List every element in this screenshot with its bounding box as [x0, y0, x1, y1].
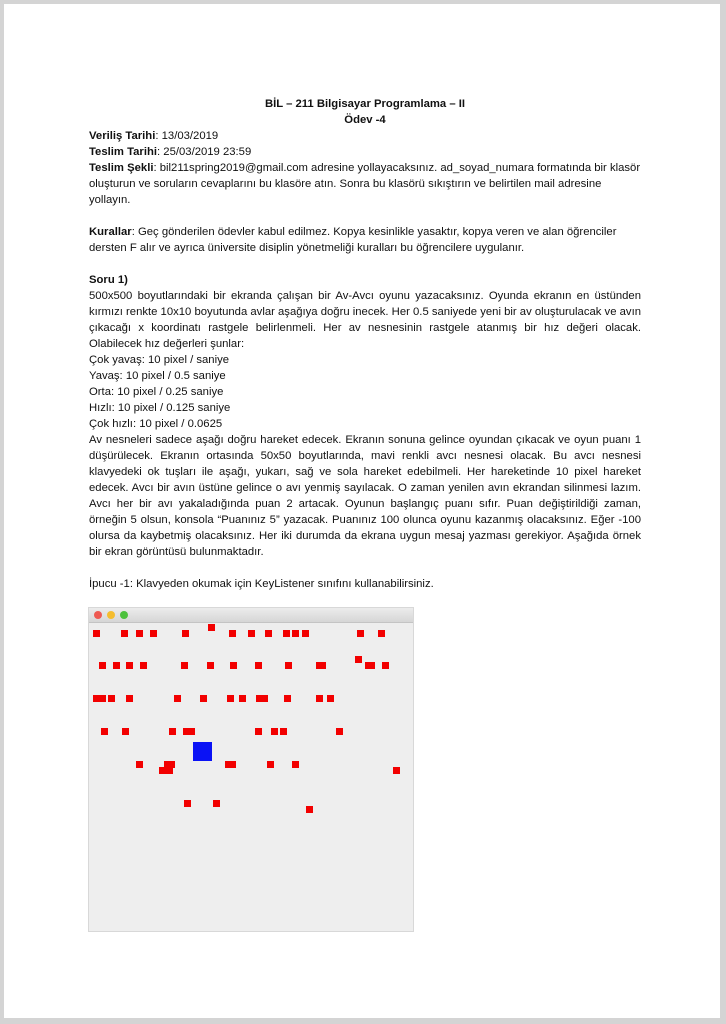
prey-square: [166, 767, 173, 774]
issue-date-line: [89, 128, 641, 144]
prey-square: [285, 662, 292, 669]
question-heading: Soru 1): [89, 274, 128, 286]
rules-value: : Geç gönderilen ödevler kabul edilmez. Kopya kesinlikle yasaktır, kopya veren ve alan öğrenciler dersten F alır ve ayrıca üniversite disiplin yönetmeliği kuralları bu öğrencilere uygulanır.: [89, 226, 617, 254]
document-body: [89, 96, 641, 592]
prey-square: [248, 630, 255, 637]
minimize-window-icon: [107, 611, 115, 619]
submission-line: [89, 160, 641, 208]
prey-square: [302, 630, 309, 637]
prey-square: [365, 662, 372, 669]
hint-line: İpucu -1: Klavyeden okumak için KeyListener sınıfını kullanabilirsiniz.: [89, 578, 434, 590]
issue-date-label: Veriliş Tarihi: [89, 130, 156, 142]
prey-square: [126, 662, 133, 669]
question-paragraph-1: 500x500 boyutlarındaki bir ekranda çalışan bir Av-Avcı oyunu yazacaksınız. Oyunda ekranın en üstünden kırmızı renkte 10x10 boyutunda avlar aşağıya doğru inecek. Her 0.5 saniyede yeni bir av oluşturulacak ve avın çıkacağı x koordinatı rastgele belirlenmeli. Her av nesnesinin rastgele atanmış bir hız değeri olacak. Olabilecek hız değerleri şunlar:: [89, 290, 641, 350]
prey-square: [229, 761, 236, 768]
prey-square: [140, 662, 147, 669]
question-paragraph-2: Av nesneleri sadece aşağı doğru hareket edecek. Ekranın sonuna gelince oyundan çıkacak ve oyun puanı 1 düşürülecek. Ekranın ortasında 50x50 boyutlarında, mavi renkli avcı nesnesi olacak. Bu avcı nesnesi klavyedeki ok tuşları ile aşağı, yukarı, sağ ve sola hareket edebilmeli. Her hareketinde 10 pixel hareket edecek. Avcı bir avın üstüne gelince o avı yenmiş sayılacak. O zaman yenilen avın ekrandan silinmesi lazım. Avcı her bir avı yakaladığında puan 2 artacak. Oyunun başlangıç puanı sıfır. Puan değiştirildiği zaman, örneğin 5 olsun, konsola “Puanınız 5” yazacak. Puanınız 100 olunca oyunu kazanmış olacaksınız. Eğer -100 olursa da kaybetmiş olacaksınız. Her iki durumda da ekrana uygun mesaj yazması gerekiyor. Aşağıda örnek bir ekran görüntüsü bulunmaktadır.: [89, 434, 641, 558]
speed-item: Orta: 10 pixel / 0.25 saniye: [89, 386, 224, 398]
prey-square: [267, 761, 274, 768]
prey-square: [239, 695, 246, 702]
prey-square: [316, 695, 323, 702]
prey-square: [188, 728, 195, 735]
speed-item: Çok hızlı: 10 pixel / 0.0625: [89, 418, 223, 430]
due-date-value: : 25/03/2019 23:59: [157, 146, 252, 158]
game-screenshot: [89, 608, 413, 931]
prey-square: [229, 630, 236, 637]
prey-square: [174, 695, 181, 702]
prey-square: [357, 630, 364, 637]
prey-square: [213, 800, 220, 807]
prey-square: [169, 728, 176, 735]
prey-square: [182, 630, 189, 637]
document-subtitle: Ödev -4: [344, 114, 386, 126]
prey-square: [227, 695, 234, 702]
window-titlebar: [89, 608, 413, 623]
prey-square: [283, 630, 290, 637]
issue-date-value: : 13/03/2019: [155, 130, 219, 142]
prey-square: [93, 630, 100, 637]
prey-square: [265, 630, 272, 637]
prey-square: [122, 728, 129, 735]
prey-square: [136, 630, 143, 637]
prey-square: [184, 800, 191, 807]
prey-square: [280, 728, 287, 735]
prey-square: [99, 695, 106, 702]
speed-item: Hızlı: 10 pixel / 0.125 saniye: [89, 402, 231, 414]
prey-square: [230, 662, 237, 669]
maximize-window-icon: [120, 611, 128, 619]
prey-square: [255, 662, 262, 669]
prey-square: [181, 662, 188, 669]
prey-square: [382, 662, 389, 669]
prey-square: [207, 662, 214, 669]
prey-square: [208, 624, 215, 631]
rules-paragraph: [89, 224, 641, 256]
prey-square: [271, 728, 278, 735]
prey-square: [101, 728, 108, 735]
rules-label: Kurallar: [89, 226, 132, 238]
prey-square: [159, 767, 166, 774]
prey-square: [319, 662, 326, 669]
prey-square: [136, 761, 143, 768]
prey-square: [121, 630, 128, 637]
prey-square: [336, 728, 343, 735]
due-date-line: [89, 144, 641, 160]
prey-square: [292, 630, 299, 637]
prey-square: [378, 630, 385, 637]
submission-value: : bil211spring2019@gmail.com adresine yollayacaksınız. ad_soyad_numara formatında bir klasör oluşturun ve soruların cevaplarını bu klasöre atın. Sonra bu klasörü sıkıştırın ve belirtilen mail adresine yollayın.: [89, 162, 641, 206]
prey-square: [292, 761, 299, 768]
prey-square: [150, 630, 157, 637]
document-title: BİL – 211 Bilgisayar Programlama – II: [264, 98, 466, 110]
close-window-icon: [94, 611, 102, 619]
speed-item: Çok yavaş: 10 pixel / saniye: [89, 354, 230, 366]
prey-square: [99, 662, 106, 669]
submission-label: Teslim Şekli: [89, 162, 154, 174]
game-canvas: [89, 623, 413, 931]
prey-square: [306, 806, 313, 813]
prey-square: [393, 767, 400, 774]
prey-square: [355, 656, 362, 663]
prey-square: [261, 695, 268, 702]
prey-square: [113, 662, 120, 669]
due-date-label: Teslim Tarihi: [89, 146, 158, 158]
prey-square: [126, 695, 133, 702]
prey-square: [327, 695, 334, 702]
prey-square: [200, 695, 207, 702]
speed-item: Yavaş: 10 pixel / 0.5 saniye: [89, 370, 226, 382]
prey-square: [108, 695, 115, 702]
prey-square: [284, 695, 291, 702]
hunter-square: [193, 742, 212, 761]
prey-square: [255, 728, 262, 735]
